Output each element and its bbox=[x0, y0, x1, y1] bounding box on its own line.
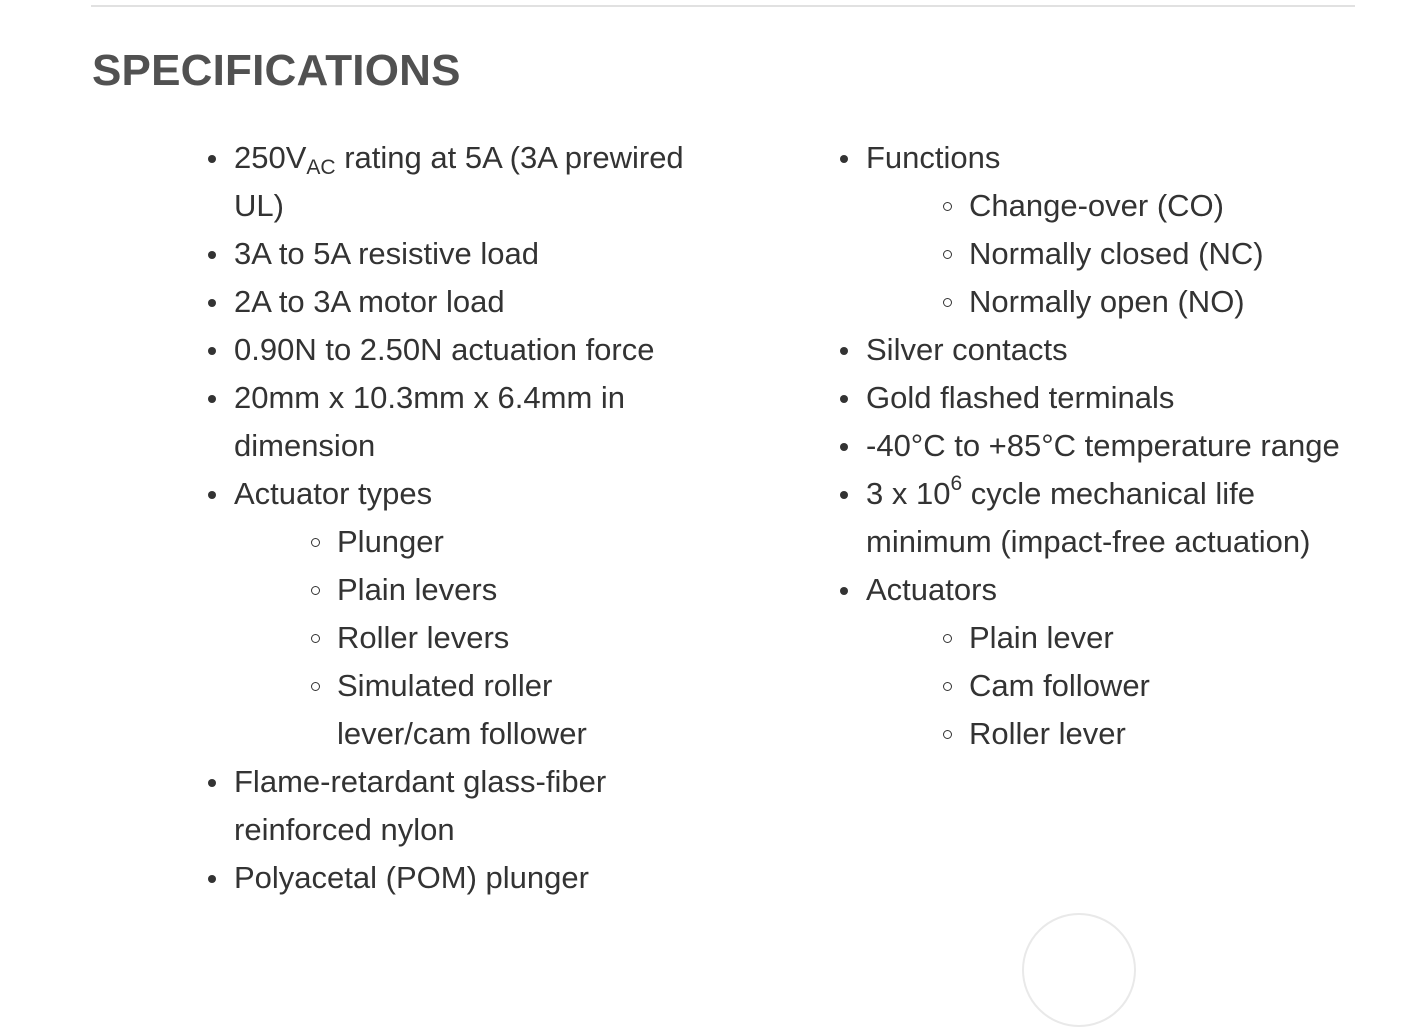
spec-item-actuators bbox=[838, 566, 1358, 758]
sub-item: Roller lever bbox=[941, 710, 1358, 758]
sub-item: Normally closed (NC) bbox=[941, 230, 1358, 278]
sub-item: Normally open (NO) bbox=[941, 278, 1358, 326]
top-divider bbox=[91, 5, 1355, 7]
spec-item-actuator-types bbox=[206, 470, 686, 758]
actuators-sublist bbox=[866, 614, 1358, 758]
spec-item-mechanical-life: 3 x $10^6$ cycle mechanical life minimum (impact-free actuation) bbox=[838, 470, 1358, 566]
section-title: SPECIFICATIONS bbox=[92, 46, 461, 95]
sub-item: Plain levers bbox=[309, 566, 686, 614]
spec-item-contacts: Silver contacts bbox=[838, 326, 1358, 374]
sub-item: Plain lever bbox=[941, 614, 1358, 662]
actuator-types-sublist bbox=[234, 518, 686, 758]
spec-item-actuation-force: 0.90N to 2.50N actuation force bbox=[206, 326, 686, 374]
spec-item-material: Flame-retardant glass-fiber reinforced nylon bbox=[206, 758, 686, 854]
spec-list-right bbox=[838, 134, 1358, 758]
spec-item-voltage-rating: $250V_{AC}$ rating at 5A (3A prewired UL) bbox=[206, 134, 686, 230]
sub-item: Simulated roller lever/cam follower bbox=[309, 662, 686, 758]
functions-sublist bbox=[866, 182, 1358, 326]
sub-item: Plunger bbox=[309, 518, 686, 566]
sub-item: Cam follower bbox=[941, 662, 1358, 710]
spec-item-dimension: 20mm x 10.3mm x 6.4mm in dimension bbox=[206, 374, 686, 470]
spec-item-label: Actuator types bbox=[234, 476, 433, 511]
floating-action-button[interactable] bbox=[1022, 913, 1136, 1027]
spec-item-resistive-load: 3A to 5A resistive load bbox=[206, 230, 686, 278]
sub-item: Change-over (CO) bbox=[941, 182, 1358, 230]
spec-item-functions bbox=[838, 134, 1358, 326]
spec-item-label: Functions bbox=[866, 140, 1001, 175]
spec-item-plunger: Polyacetal (POM) plunger bbox=[206, 854, 686, 902]
spec-item-terminals: Gold flashed terminals bbox=[838, 374, 1358, 422]
spec-list-left bbox=[206, 134, 686, 902]
spec-item-motor-load: 2A to 3A motor load bbox=[206, 278, 686, 326]
spec-item-label: Actuators bbox=[866, 572, 997, 607]
spec-item-temperature: -40°C to +85°C temperature range bbox=[838, 422, 1358, 470]
sub-item: Roller levers bbox=[309, 614, 686, 662]
